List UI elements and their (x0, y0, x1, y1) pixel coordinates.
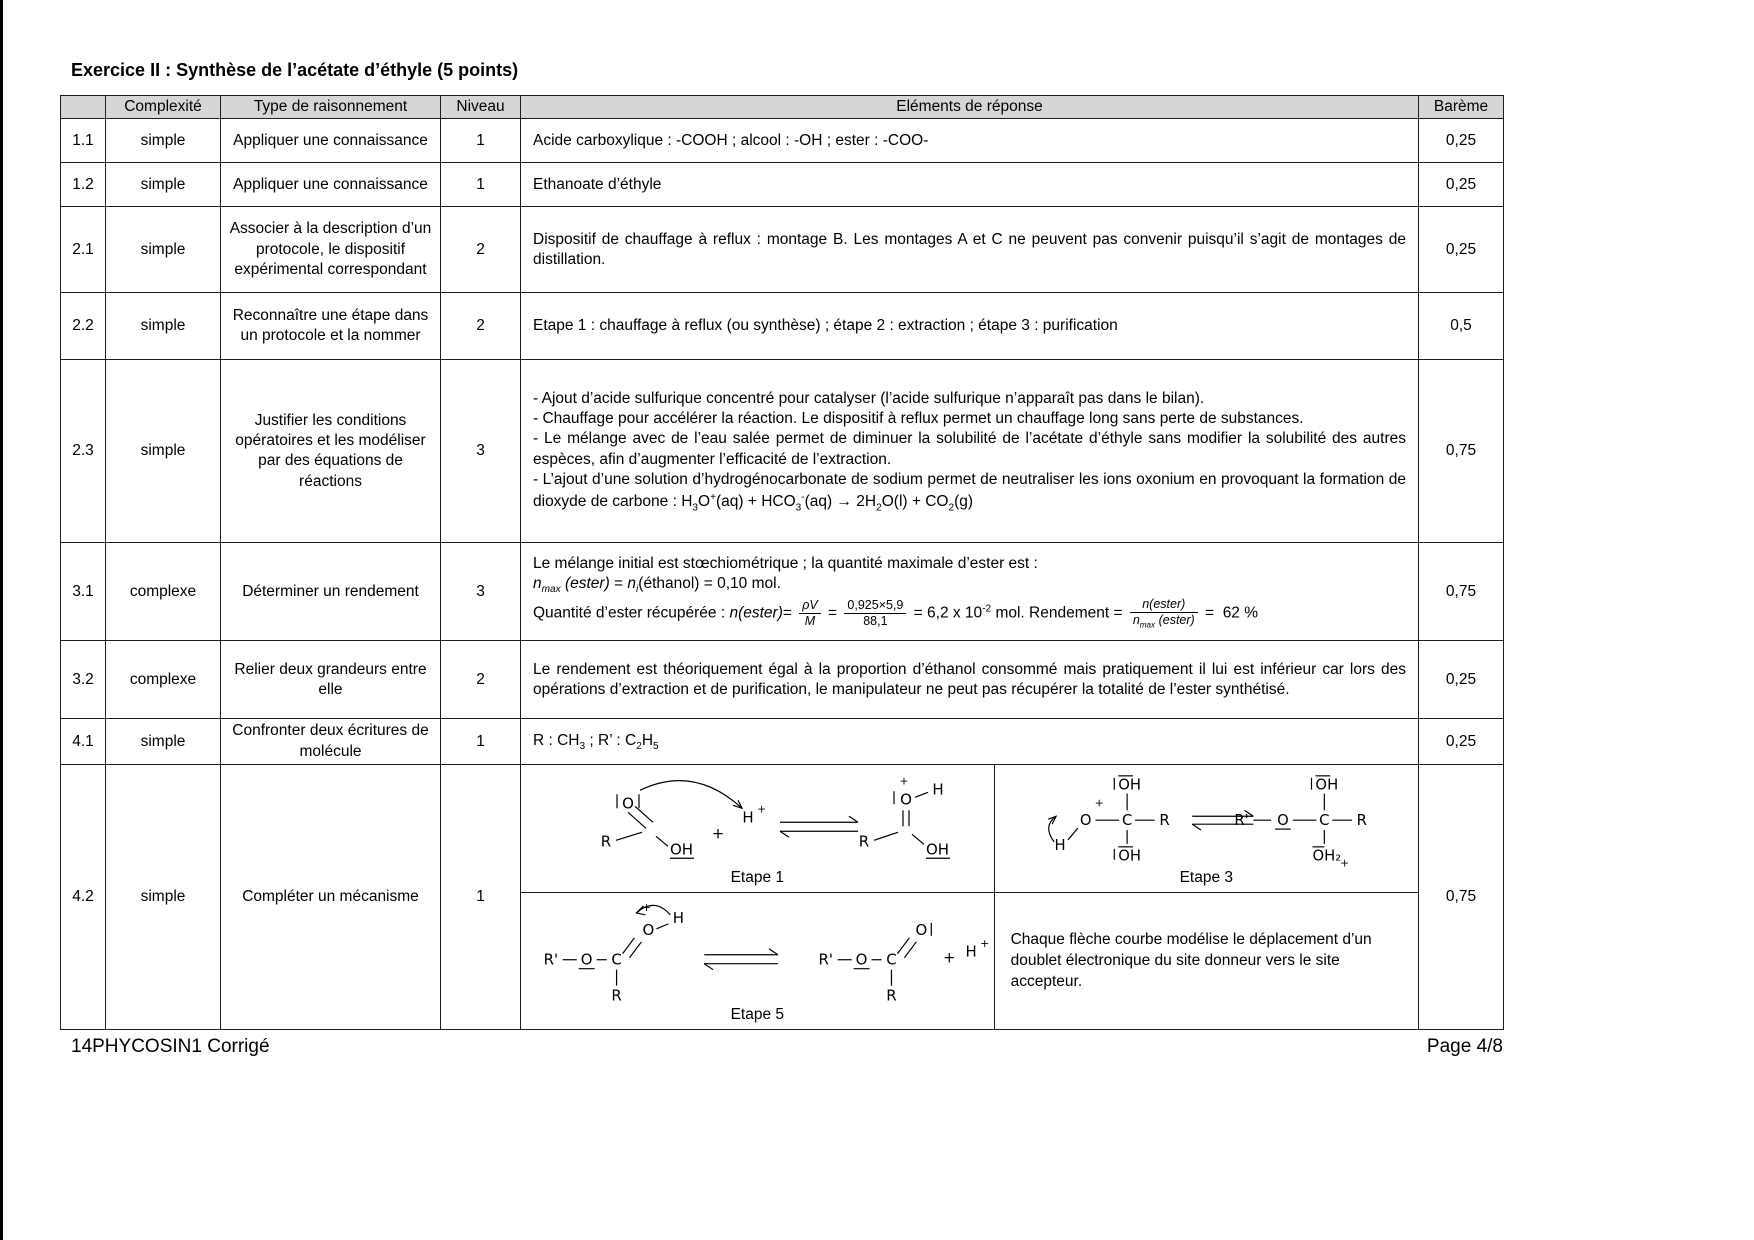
row-answer: - Ajout d’acide sulfurique concentré pour catalyser (l’acide sulfurique n’apparaît pas dans le bilan). - Chauffage pour accélérer la réaction. Le dispositif à reflux permet un chauffage long sans perte de substances. - Le mélange avec de l’eau salée permet de diminuer la solubilité de l’acétate d’éthyle sans modifier la solubilité des autres espèces, afin d’augmenter l’efficacité de l’extraction. - L’ajout d’une solution d’hydrogénocarbonate de sodium permet de neutraliser les ions oxonium en provoquant la formation de dioxyde de carbone : $H_3O^+(aq) + HCO_3^-(aq) \to 2H_2O(l) + CO_2(g)$ (521, 360, 1419, 543)
mechanism-etape1 (521, 765, 995, 893)
table-row-1-1 (61, 119, 1504, 163)
charge-sign: + (642, 901, 652, 915)
row-reasoning: Appliquer une connaissance (221, 119, 441, 163)
row-bareme: 0,25 (1419, 207, 1504, 293)
correction-table (60, 95, 1504, 1030)
charge-sign: + (1094, 796, 1104, 810)
row-bareme: 0,75 (1419, 360, 1504, 543)
atom-label: H (932, 780, 944, 799)
atom-label: O (1080, 812, 1092, 830)
atom-label: OH (1315, 777, 1339, 795)
row-bareme: 0,25 (1419, 641, 1504, 719)
row-complexity: simple (106, 207, 221, 293)
atom-label: O (915, 921, 928, 940)
header-bareme: Barème (1419, 96, 1504, 119)
row-level: 3 (441, 543, 521, 641)
atom-label: C (1319, 812, 1330, 830)
row-complexity: simple (106, 163, 221, 207)
row-number: 3.1 (61, 543, 106, 641)
atom-label: OH (1118, 777, 1142, 795)
row-reasoning: Reconnaître une étape dans un protocole et la nommer (221, 293, 441, 360)
row-reasoning: Appliquer une connaissance (221, 163, 441, 207)
mechanism-answer-cell (521, 765, 1419, 1030)
table-row-4-1 (61, 719, 1504, 765)
atom-label: R' (543, 951, 559, 970)
row-bareme: 0,5 (1419, 293, 1504, 360)
row-answer: Acide carboxylique : -COOH ; alcool : -OH ; ester : -COO- (521, 119, 1419, 163)
row-complexity: simple (106, 360, 221, 543)
etape1-diagram (522, 765, 992, 868)
mechanism-etape3 (995, 765, 1418, 893)
row-level: 2 (441, 293, 521, 360)
atom-label: C (1122, 812, 1133, 830)
row-answer: Etape 1 : chauffage à reflux (ou synthèse) ; étape 2 : extraction ; étape 3 : purification (521, 293, 1419, 360)
row-bareme: 0,25 (1419, 163, 1504, 207)
row-level: 3 (441, 360, 521, 543)
row-number: 2.1 (61, 207, 106, 293)
exercise-title: Exercice II : Synthèse de l’acétate d’éthyle (5 points) (71, 60, 519, 80)
row-number: 1.1 (61, 119, 106, 163)
row-complexity: simple (106, 119, 221, 163)
row-number: 4.1 (61, 719, 106, 765)
row-level: 2 (441, 207, 521, 293)
row-reasoning: Confronter deux écritures de molécule (221, 719, 441, 765)
atom-label: OH₂ (1312, 848, 1342, 866)
row-level: 2 (441, 641, 521, 719)
atom-label: R (886, 986, 897, 1005)
mechanism-grid (521, 765, 1418, 1029)
row-complexity: complexe (106, 543, 221, 641)
row-number: 2.2 (61, 293, 106, 360)
atom-label: R (859, 832, 870, 851)
row-level: 1 (441, 163, 521, 207)
charge-sign: + (899, 774, 909, 788)
etape3-label: Etape 3 (1179, 868, 1234, 886)
atom-label: R (1356, 812, 1368, 830)
row-reasoning: Déterminer un rendement (221, 543, 441, 641)
footer-page-number: Page 4/8 (1426, 1036, 1503, 1058)
row-number: 2.3 (61, 360, 106, 543)
charge-sign: + (757, 802, 767, 816)
atom-label: O (855, 951, 868, 970)
row-complexity: simple (106, 293, 221, 360)
table-row-3-1 (61, 543, 1504, 641)
row-number: 3.2 (61, 641, 106, 719)
row-bareme: 0,75 (1419, 765, 1504, 1030)
table-row-1-2 (61, 163, 1504, 207)
row-bareme: 0,75 (1419, 543, 1504, 641)
page-footer (60, 1036, 1503, 1058)
row-bareme: 0,25 (1419, 119, 1504, 163)
table-row-2-3 (61, 360, 1504, 543)
row-answer: Le mélange initial est stœchiométrique ; la quantité maximale d’ester est : $n_{max}$ (ester) = $n_i(éthanol) = 0,10$ mol. Quantité d’ester récupérée : n(ester)= $\frac{\rho V}{M}$ = $\frac{0,925\times 5,9}{88,1}$ = 6,2 x $10^{-2}$ mol. Rendement = $\frac{\text{n(ester)}}{n_{max} (ester)}$ = 62 % (521, 543, 1419, 641)
atom-label: R (611, 986, 623, 1005)
etape5-diagram (522, 893, 992, 1005)
row-level: 1 (441, 765, 521, 1030)
charge-sign: + (1340, 856, 1350, 868)
atom-label: H (965, 943, 978, 962)
row-level: 1 (441, 719, 521, 765)
mechanism-etape5 (521, 893, 995, 1029)
table-row-4-2 (61, 765, 1504, 1030)
equilibrium-arrows (705, 949, 779, 970)
row-reasoning: Associer à la description d’un protocole, le dispositif expérimental correspondant (221, 207, 441, 293)
row-answer: Dispositif de chauffage à reflux : montage B. Les montages A et C ne peuvent pas convenir puisqu’il s’agit de montages de distillation. (521, 207, 1419, 293)
atom-label: C (886, 951, 897, 970)
row-complexity: complexe (106, 641, 221, 719)
atom-label: R (601, 832, 612, 851)
header-answer: Eléments de réponse (521, 96, 1419, 119)
etape1-label: Etape 1 (730, 868, 785, 886)
atom-label: C (611, 951, 623, 970)
atom-label: H (672, 909, 685, 928)
atom-label: OH (1118, 848, 1142, 866)
row-number: 4.2 (61, 765, 106, 1030)
atom-label: O (642, 921, 655, 940)
footer-document-id: 14PHYCOSIN1 Corrigé (71, 1036, 270, 1058)
charge-sign: + (980, 937, 990, 951)
row-answer: Le rendement est théoriquement égal à la proportion d’éthanol consommé mais pratiquement il lui est inférieur car lors des opérations d’extraction et de purification, le manipulateur ne peut pas récupérer la totalité de l’ester synthétisé. (521, 641, 1419, 719)
header-reasoning: Type de raisonnement (221, 96, 441, 119)
atom-label: O (622, 794, 635, 813)
row-bareme: 0,25 (1419, 719, 1504, 765)
atom-label: O (581, 951, 593, 970)
atom-label: H (1054, 837, 1066, 855)
atom-label: R' (1234, 812, 1249, 830)
atom-label: OH (670, 840, 694, 859)
row-reasoning: Justifier les conditions opératoires et les modéliser par des équations de réactions (221, 360, 441, 543)
atom-label: R (1159, 812, 1171, 830)
atom-label: O (900, 790, 913, 809)
table-header-row (61, 96, 1504, 119)
etape5-label: Etape 5 (730, 1005, 785, 1023)
atom-label: H (742, 808, 754, 827)
table-row-2-2 (61, 293, 1504, 360)
row-level: 1 (441, 119, 521, 163)
mechanism-note (995, 893, 1418, 1029)
table-row-3-2 (61, 641, 1504, 719)
row-reasoning: Compléter un mécanisme (221, 765, 441, 1030)
page-content (3, 0, 1754, 1058)
plus-sign: + (943, 949, 956, 968)
equilibrium-arrows (780, 817, 858, 838)
atom-label: OH (926, 840, 950, 859)
atom-label: R' (818, 951, 834, 970)
row-answer: R : $CH_3$ ; R’ : $C_2H_5$ (521, 719, 1419, 765)
curved-arrow (640, 781, 742, 809)
atom-label: O (1277, 812, 1290, 830)
header-num (61, 96, 106, 119)
row-complexity: simple (106, 719, 221, 765)
row-reasoning: Relier deux grandeurs entre elle (221, 641, 441, 719)
header-complexity: Complexité (106, 96, 221, 119)
etape3-diagram (996, 765, 1416, 868)
mechanism-note-text: Chaque flèche courbe modélise le déplacement d’un doublet électronique du site donneur vers le site accepteur. (1010, 930, 1372, 990)
table-row-2-1 (61, 207, 1504, 293)
row-answer: Ethanoate d’éthyle (521, 163, 1419, 207)
header-level: Niveau (441, 96, 521, 119)
plus-sign: + (712, 824, 725, 843)
row-complexity: simple (106, 765, 221, 1030)
row-number: 1.2 (61, 163, 106, 207)
